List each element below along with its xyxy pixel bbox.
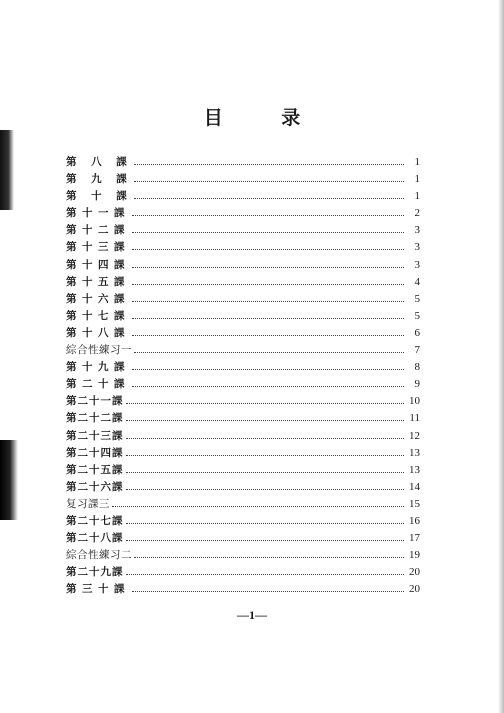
toc-entry-label: 第三十課 [66, 583, 130, 596]
toc-entry-page: 13 [409, 463, 420, 476]
toc-entry-page: 15 [409, 497, 420, 510]
left-edge-shadow-lower [0, 440, 18, 520]
toc-entry-label: 第十七課 [66, 309, 130, 322]
toc-entry-page: 2 [414, 207, 420, 220]
toc-entry-page: 10 [409, 395, 420, 408]
toc-entry[interactable] [66, 325, 420, 342]
toc-entry-label: 第十四課 [66, 258, 130, 271]
toc-entry-label: 复习課三 [66, 497, 110, 510]
dot-leader [132, 249, 404, 250]
dot-leader [134, 557, 404, 558]
toc-entry-page: 8 [414, 361, 420, 374]
toc-entry-page: 1 [414, 190, 420, 203]
toc-entry[interactable] [66, 291, 420, 308]
toc-entry-label: 第十二課 [66, 224, 130, 237]
toc-entry-page: 1 [414, 173, 420, 186]
toc-entry[interactable] [66, 530, 420, 547]
toc-entry-label: 第十九課 [66, 361, 130, 374]
toc-entry-page: 14 [409, 480, 420, 493]
toc-entry-page: 3 [414, 241, 420, 254]
dot-leader [132, 301, 404, 302]
toc-entry[interactable] [66, 564, 420, 581]
toc-entry-label: 第二十一課 [66, 395, 124, 408]
toc-entry-label: 第二十四課 [66, 446, 124, 459]
toc-entry-label: 第二十三課 [66, 429, 124, 442]
dot-leader [126, 540, 405, 541]
toc-entry-label: 第二十五課 [66, 463, 124, 476]
toc-entry-page: 16 [409, 514, 420, 527]
toc-entry-page: 6 [414, 326, 420, 339]
toc-entry-page: 20 [409, 583, 420, 596]
toc-entry-page: 1 [414, 156, 420, 168]
toc-entry-page: 4 [414, 275, 420, 288]
toc-entry-label: 第二十九課 [66, 566, 124, 579]
toc-entry-page: 20 [409, 566, 420, 579]
toc-entry[interactable] [66, 479, 420, 496]
dot-leader [126, 455, 405, 456]
dot-leader [134, 181, 404, 182]
toc-entry[interactable] [66, 188, 420, 205]
dot-leader [132, 591, 404, 592]
toc-entry-label: 第十三課 [66, 241, 130, 254]
toc-entry-page: 7 [414, 344, 420, 357]
toc-entry-label: 綜合性練习一 [66, 344, 132, 357]
dot-leader [112, 506, 404, 507]
toc-entry[interactable] [66, 376, 420, 393]
toc-entry-page: 3 [414, 224, 420, 237]
toc-entry[interactable] [66, 462, 420, 479]
toc-entry-page: 11 [409, 412, 420, 425]
toc-entry-label: 第 十 課 [66, 190, 133, 203]
dot-leader [126, 489, 405, 490]
toc-entry[interactable] [66, 171, 420, 188]
toc-entry[interactable] [66, 410, 420, 427]
toc-entry-page: 9 [414, 378, 420, 391]
toc-entry-label: 第十六課 [66, 292, 130, 305]
toc-entry[interactable] [66, 513, 420, 530]
dot-leader [134, 164, 404, 165]
toc-entry-page: 3 [414, 258, 420, 271]
toc-entry-page: 13 [409, 446, 420, 459]
toc-entry-label: 綜合性練习二 [66, 549, 132, 562]
page-number: —1— [237, 608, 267, 622]
dot-leader [134, 352, 404, 353]
toc-entry[interactable] [66, 239, 420, 256]
toc-entry[interactable] [66, 428, 420, 445]
dot-leader [126, 472, 405, 473]
toc-entry-label: 第十一課 [66, 207, 130, 220]
toc-entry[interactable] [66, 547, 420, 564]
toc-entry[interactable] [66, 581, 420, 598]
table-of-contents [66, 154, 420, 598]
toc-entry-label: 第二十課 [66, 378, 130, 391]
dot-leader [132, 284, 404, 285]
toc-entry-page: 12 [409, 429, 420, 442]
dot-leader [132, 369, 404, 370]
toc-entry-page: 5 [414, 309, 420, 322]
dot-leader [132, 386, 404, 387]
dot-leader [126, 574, 405, 575]
toc-entry-label: 第二十七課 [66, 514, 124, 527]
toc-entry[interactable] [66, 257, 420, 274]
toc-entry[interactable] [66, 445, 420, 462]
toc-entry[interactable] [66, 342, 420, 359]
toc-entry[interactable] [66, 359, 420, 376]
toc-entry-page: 17 [409, 532, 420, 545]
toc-entry-label: 第 八 課 [66, 156, 133, 168]
dot-leader [132, 335, 404, 336]
toc-entry-label: 第二十六課 [66, 480, 124, 493]
toc-entry-label: 第二十二課 [66, 412, 124, 425]
toc-entry[interactable] [66, 274, 420, 291]
toc-entry-label: 第 九 課 [66, 173, 133, 186]
dot-leader [132, 232, 404, 233]
toc-entry-label: 第十八課 [66, 326, 130, 339]
toc-entry-label: 第二十八課 [66, 532, 124, 545]
page-title: 目 录 [203, 107, 327, 129]
toc-entry[interactable] [66, 205, 420, 222]
toc-entry-page: 19 [409, 549, 420, 562]
toc-entry[interactable] [66, 393, 420, 410]
toc-entry[interactable] [66, 222, 420, 239]
dot-leader [126, 438, 405, 439]
dot-leader [126, 403, 405, 404]
dot-leader [134, 198, 404, 199]
left-edge-shadow [0, 130, 14, 210]
toc-entry[interactable] [66, 154, 420, 171]
toc-entry-label: 第十五課 [66, 275, 130, 288]
dot-leader [132, 215, 404, 216]
toc-entry[interactable] [66, 308, 420, 325]
dot-leader [126, 420, 405, 421]
toc-entry-page: 5 [414, 292, 420, 305]
dot-leader [126, 523, 405, 524]
toc-entry[interactable] [66, 496, 420, 513]
dot-leader [132, 318, 404, 319]
dot-leader [132, 267, 404, 268]
